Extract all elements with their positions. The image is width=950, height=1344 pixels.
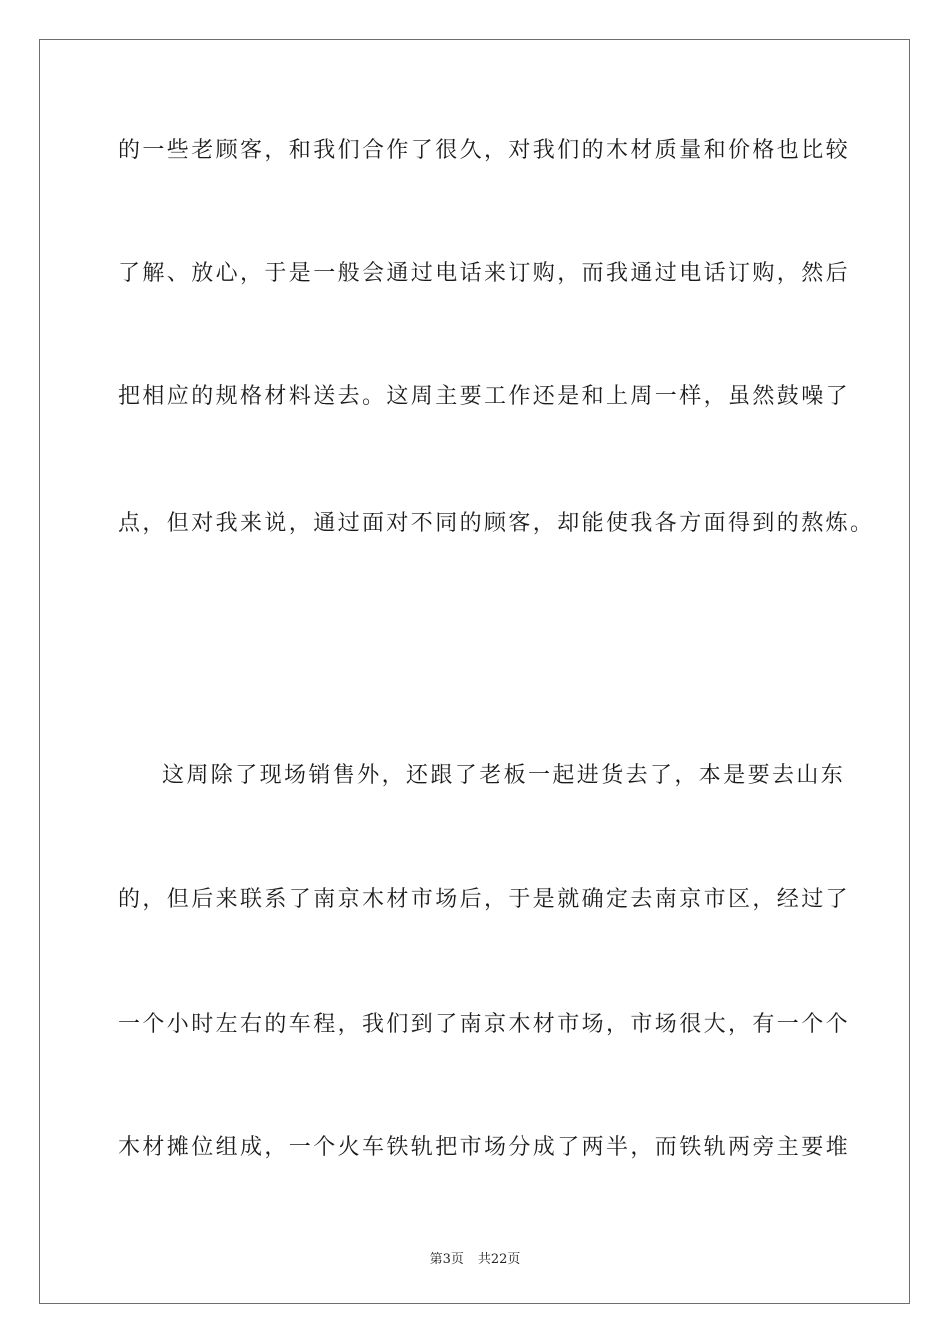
paragraph-1-line-4: 点，但对我来说，通过面对不同的顾客，却能使我各方面得到的熬炼。 — [118, 511, 875, 536]
paragraph-2-line-2: 的，但后来联系了南京木材市场后，于是就确定去南京市区，经过了 — [118, 887, 851, 912]
paragraph-1-line-1: 的一些老顾客，和我们合作了很久，对我们的木材质量和价格也比较 — [118, 138, 851, 163]
page-border — [39, 39, 910, 1304]
paragraph-1-line-3: 把相应的规格材料送去。这周主要工作还是和上周一样，虽然鼓噪了 — [118, 384, 851, 409]
paragraph-2-line-3: 一个小时左右的车程，我们到了南京木材市场，市场很大，有一个个 — [118, 1012, 851, 1037]
page-total: 共22页 — [477, 1252, 521, 1267]
page-number: 第3页 — [429, 1252, 464, 1267]
paragraph-2-line-4: 木材摊位组成，一个火车铁轨把市场分成了两半，而铁轨两旁主要堆 — [118, 1135, 851, 1160]
paragraph-2-line-1: 这周除了现场销售外，还跟了老板一起进货去了，本是要去山东 — [162, 763, 846, 788]
page-footer — [0, 1248, 950, 1267]
paragraph-1-line-2: 了解、放心，于是一般会通过电话来订购，而我通过电话订购，然后 — [118, 261, 851, 286]
